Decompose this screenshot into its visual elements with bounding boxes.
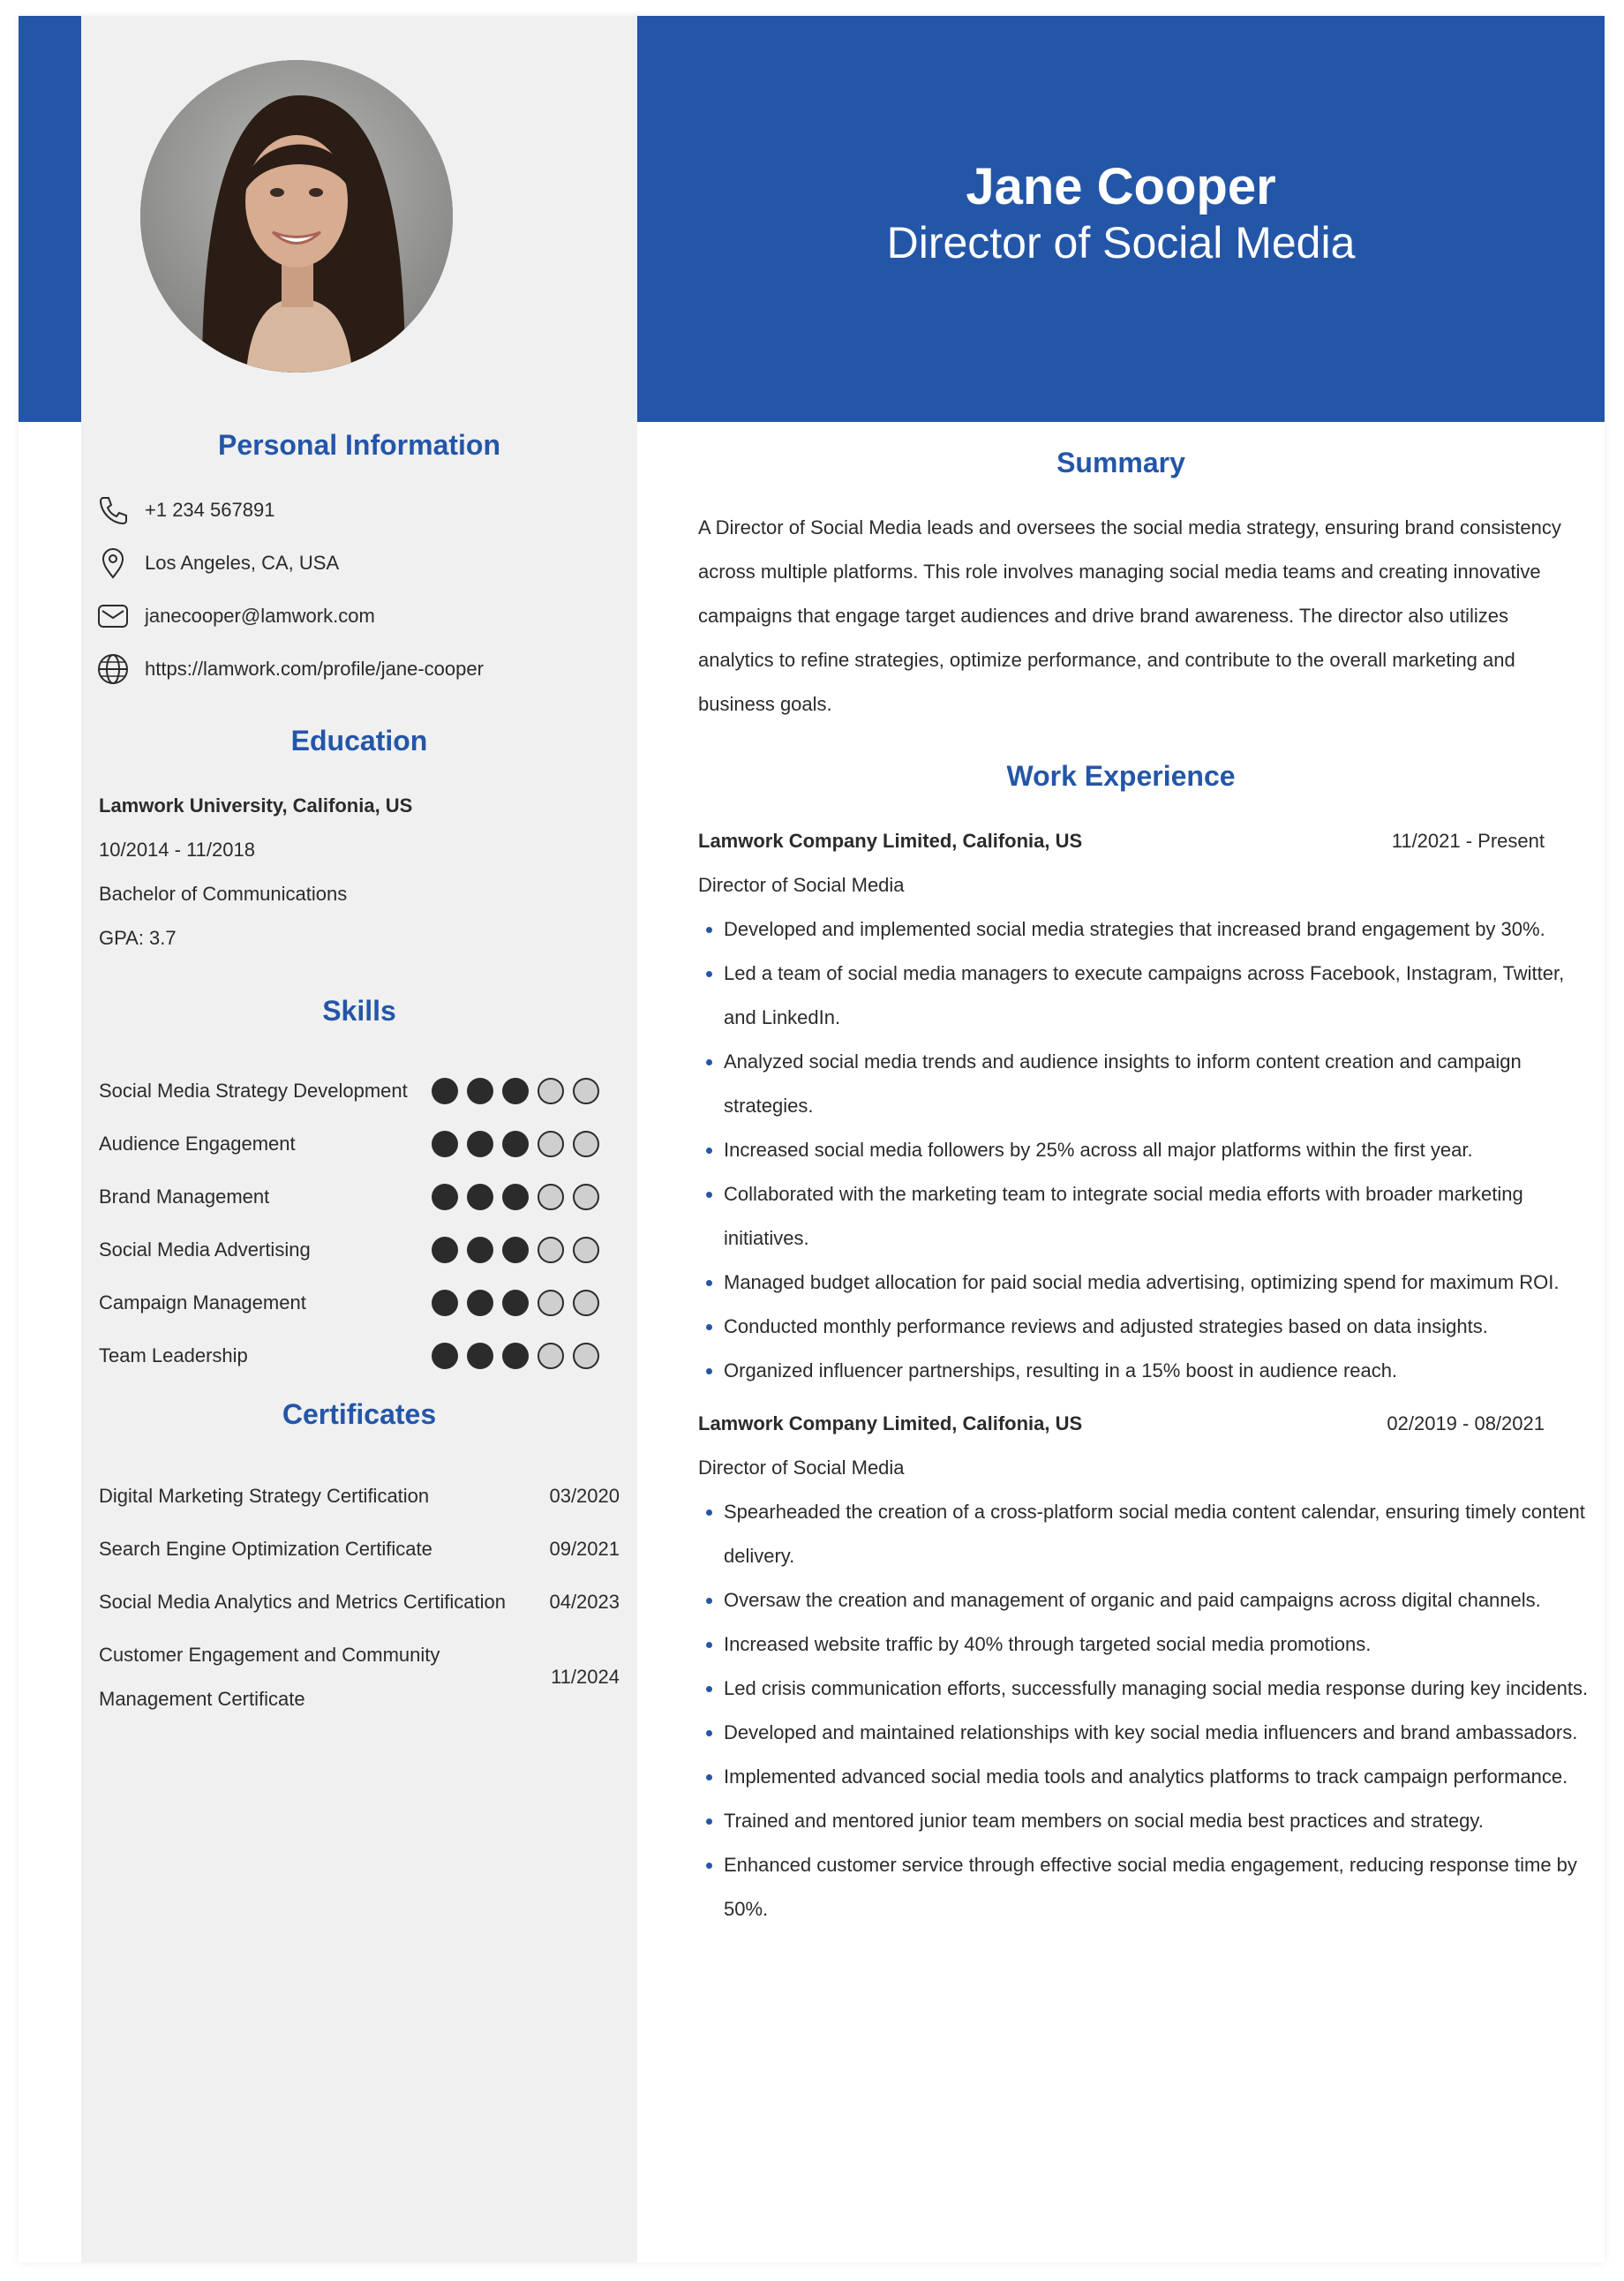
rating-dot-filled — [502, 1237, 529, 1263]
bullet-item: Collaborated with the marketing team to integrate social media efforts with broader marketing initiatives. — [724, 1172, 1598, 1261]
certificate-row — [99, 1580, 620, 1624]
bullet-item: Conducted monthly performance reviews and adjusted strategies based on data insights. — [724, 1305, 1598, 1349]
skill-rating — [432, 1184, 599, 1210]
education-degree: Bachelor of Communications — [99, 883, 348, 905]
rating-dot-filled — [502, 1184, 529, 1210]
certificate-date: 04/2023 — [549, 1591, 620, 1613]
contact-website — [95, 651, 484, 687]
bullet-item: Implemented advanced social media tools and analytics platforms to track campaign performance. — [724, 1755, 1598, 1799]
personal-info-title: Personal Information — [217, 429, 501, 461]
education-gpa: GPA: 3.7 — [99, 927, 177, 949]
rating-dot-filled — [467, 1131, 493, 1157]
education-school: Lamwork University, Califonia, US — [99, 794, 413, 817]
contact-phone — [95, 493, 274, 528]
job-dates: 02/2019 - 08/2021 — [1387, 1412, 1545, 1434]
rating-dot-filled — [467, 1343, 493, 1369]
bullet-item: Developed and maintained relationships with key social media influencers and brand ambassadors. — [724, 1711, 1598, 1755]
skill-label: Social Media Advertising — [99, 1238, 311, 1261]
education-dates: 10/2014 - 11/2018 — [99, 839, 255, 861]
certificate-row — [99, 1474, 620, 1518]
skill-row — [99, 1179, 620, 1215]
rating-dot-empty — [573, 1290, 599, 1316]
rating-dot-filled — [502, 1343, 529, 1369]
certificate-date: 11/2024 — [551, 1666, 620, 1688]
skill-rating — [432, 1343, 599, 1369]
certificate-date: 09/2021 — [549, 1538, 620, 1560]
rating-dot-filled — [467, 1078, 493, 1104]
bullet-item: Developed and implemented social media strategies that increased brand engagement by 30%. — [724, 907, 1598, 952]
rating-dot-empty — [573, 1078, 599, 1104]
skill-rating — [432, 1131, 599, 1157]
rating-dot-filled — [432, 1343, 458, 1369]
phone-icon — [95, 493, 131, 528]
rating-dot-empty — [573, 1184, 599, 1210]
resume-page — [19, 16, 1605, 2262]
bullet-item: Trained and mentored junior team members on social media best practices and strategy. — [724, 1799, 1598, 1843]
email-link[interactable]: janecooper@lamwork.com — [145, 605, 375, 627]
summary-text: A Director of Social Media leads and oversees the social media strategy, ensuring brand consistency across multiple platforms. This role involves managing social media teams and creating innovative campaigns that engage target audiences and drive brand awareness. The director also utilizes analytics to refine strategies, optimize performance, and contribute to the overall marketing and business goals. — [698, 516, 1561, 715]
bullet-item: Increased social media followers by 25% across all major platforms within the first year. — [724, 1128, 1598, 1172]
job-bullets — [698, 1490, 1598, 1931]
certificate-name: Search Engine Optimization Certificate — [99, 1538, 432, 1560]
job-company: Lamwork Company Limited, Califonia, US — [698, 830, 1083, 852]
rating-dot-empty — [573, 1343, 599, 1369]
bullet-item: Led a team of social media managers to execute campaigns across Facebook, Instagram, Twitter, and LinkedIn. — [724, 952, 1598, 1040]
rating-dot-filled — [432, 1078, 458, 1104]
rating-dot-empty — [538, 1078, 564, 1104]
rating-dot-empty — [538, 1131, 564, 1157]
bullet-item: Increased website traffic by 40% through targeted social media promotions. — [724, 1622, 1598, 1667]
bullet-item: Spearheaded the creation of a cross-platform social media content calendar, ensuring timely content delivery. — [724, 1490, 1598, 1578]
summary-title: Summary — [1056, 447, 1185, 478]
bullet-item: Managed budget allocation for paid social media advertising, optimizing spend for maximum ROI. — [724, 1261, 1598, 1305]
location-text: Los Angeles, CA, USA — [145, 552, 340, 574]
job-bullets — [698, 907, 1598, 1393]
skill-label: Campaign Management — [99, 1291, 306, 1314]
rating-dot-filled — [502, 1131, 529, 1157]
job-company: Lamwork Company Limited, Califonia, US — [698, 1412, 1083, 1434]
bullet-item: Organized influencer partnerships, resulting in a 15% boost in audience reach. — [724, 1349, 1598, 1393]
bullet-item: Enhanced customer service through effective social media engagement, reducing response time by 50%. — [724, 1843, 1598, 1931]
certificate-row — [99, 1633, 620, 1721]
job-role: Director of Social Media — [698, 1457, 905, 1479]
location-pin-icon — [95, 546, 131, 581]
rating-dot-filled — [467, 1290, 493, 1316]
rating-dot-empty — [538, 1237, 564, 1263]
rating-dot-filled — [502, 1290, 529, 1316]
header — [637, 16, 1605, 422]
rating-dot-filled — [432, 1131, 458, 1157]
rating-dot-filled — [467, 1184, 493, 1210]
bullet-item: Analyzed social media trends and audience insights to inform content creation and campaign strategies. — [724, 1040, 1598, 1128]
skill-label: Audience Engagement — [99, 1133, 296, 1155]
website-link[interactable]: https://lamwork.com/profile/jane-cooper — [145, 658, 484, 680]
rating-dot-empty — [573, 1131, 599, 1157]
skill-label: Brand Management — [99, 1186, 270, 1208]
skills-title: Skills — [322, 995, 396, 1027]
skill-row — [99, 1285, 620, 1321]
work-experience-title: Work Experience — [1006, 760, 1236, 792]
rating-dot-filled — [432, 1184, 458, 1210]
rating-dot-filled — [502, 1078, 529, 1104]
certificate-name: Social Media Analytics and Metrics Certification — [99, 1591, 506, 1613]
full-name: Jane Cooper — [966, 158, 1276, 215]
certificate-name: Customer Engagement and Community Management Certificate — [99, 1644, 440, 1710]
job-dates: 11/2021 - Present — [1391, 830, 1545, 852]
rating-dot-filled — [432, 1237, 458, 1263]
skill-row — [99, 1338, 620, 1374]
job-header — [698, 830, 1545, 853]
contact-email — [95, 598, 375, 634]
mail-icon — [95, 598, 131, 634]
certificates-title: Certificates — [282, 1398, 437, 1430]
rating-dot-filled — [467, 1237, 493, 1263]
bullet-item: Led crisis communication efforts, successfully managing social media response during key incidents. — [724, 1667, 1598, 1711]
skill-row — [99, 1232, 620, 1268]
rating-dot-empty — [538, 1184, 564, 1210]
skill-rating — [432, 1237, 599, 1263]
contact-location — [95, 546, 339, 581]
education-title: Education — [290, 725, 428, 757]
certificate-name: Digital Marketing Strategy Certification — [99, 1485, 430, 1507]
certificate-row — [99, 1527, 620, 1571]
skill-rating — [432, 1078, 599, 1104]
skill-row — [99, 1073, 620, 1109]
phone-text: +1 234 567891 — [145, 499, 275, 521]
skill-label: Social Media Strategy Development — [99, 1080, 408, 1102]
globe-icon — [95, 651, 131, 687]
certificate-date: 03/2020 — [549, 1485, 620, 1507]
rating-dot-empty — [538, 1290, 564, 1316]
job-title: Director of Social Media — [886, 218, 1356, 267]
job-header — [698, 1412, 1545, 1435]
job-role: Director of Social Media — [698, 874, 905, 896]
rating-dot-filled — [432, 1290, 458, 1316]
rating-dot-empty — [573, 1237, 599, 1263]
rating-dot-empty — [538, 1343, 564, 1369]
skill-row — [99, 1126, 620, 1162]
skill-label: Team Leadership — [99, 1344, 248, 1366]
bullet-item: Oversaw the creation and management of organic and paid campaigns across digital channels. — [724, 1578, 1598, 1622]
profile-photo — [140, 60, 453, 373]
skill-rating — [432, 1290, 599, 1316]
